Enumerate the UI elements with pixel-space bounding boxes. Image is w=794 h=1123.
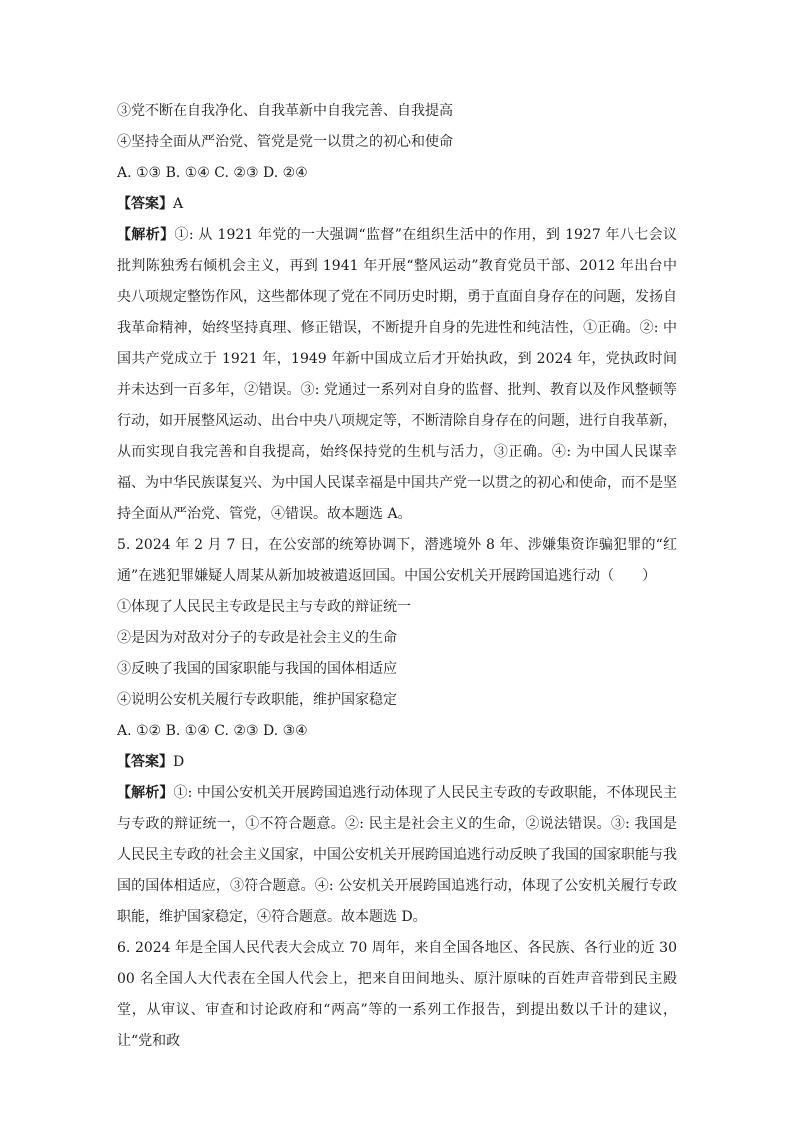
q4-answer [117,189,677,220]
q5-analysis [117,778,677,933]
document-page [117,96,677,1057]
q5-option-2: ②是因为对敌对分子的专政是社会主义的生命 [117,630,397,646]
q4-answer-label: 【答案】 [117,196,173,212]
q6-stem: 6. 2024 年是全国人民代表大会成立 70 周年，来自全国各地区、各民族、各行业的近 3000 名全国人大代表在全国人代会上，把来自田间地头、原汁原味的百姓声音带到民主殿堂，从审议、审查和讨论政府和“两高”等的一系列工作报告，到提出数以千计的建议，让“党和政 [117,940,677,1049]
q4-option-4: ④坚持全面从严治党、管党是党一以贯之的初心和使命 [117,134,453,150]
q5-choices: A. ①② B. ①④ C. ②③ D. ③④ [117,723,308,739]
q5-answer-label: 【答案】 [117,754,173,770]
q4-choices: A. ①③ B. ①④ C. ②③ D. ②④ [117,165,308,181]
q5-answer-value: D [173,754,185,770]
q5-analysis-text: ①: 中国公安机关开展跨国追逃行动体现了人民民主专政的专政职能，不体现民主与专政的辩证统一，①不符合题意。②: 民主是社会主义的生命，②说法错误。③: 我国是人民民主专政的社会主义国家，中国公安机关开展跨国追逃行动反映了我国的国家职能与我国的国体相适应，③符合题意。④: 公安机关开展跨国追逃行动，体现了公安机关履行专政职能，维护国家稳定，④符合题意。故本题选 D。 [117,785,677,925]
q5-option-1: ①体现了人民民主专政是民主与专政的辩证统一 [117,599,411,615]
q5-answer [117,747,677,778]
q4-analysis [117,220,677,530]
q4-analysis-text: ①: 从 1921 年党的一大强调“监督”在组织生活中的作用，到 1927 年八七会议批判陈独秀右倾机会主义，再到 1941 年开展“整风运动”教育党员干部、2012 年出台中央八项规定整饬作风，这些都体现了党在不同历史时期，勇于直面自身存在的问题，发扬自我革命精神，始终坚持真理、修正错误，不断提升自身的先进性和纯洁性，①正确。②: 中国共产党成立于 1921 年，1949 年新中国成立后才开始执政，到 2024 年，党执政时间并未达到一百多年，②错误。③: 党通过一系列对自身的监督、批判、教育以及作风整顿等行动，如开展整风运动、出台中央八项规定等，不断清除自身存在的问题，进行自我革新，从而实现自我完善和自我提高，始终保持党的生机与活力，③正确。④: 为中国人民谋幸福、为中华民族谋复兴、为中国人民谋幸福是中国共产党一以贯之的初心和使命，而不是坚持全面从严治党、管党，④错误。故本题选 A。 [117,227,678,522]
q5-option-3: ③反映了我国的国家职能与我国的国体相适应 [117,661,397,677]
q5-option-4: ④说明公安机关履行专政职能，维护国家稳定 [117,692,397,708]
q4-option-3: ③党不断在自我净化、自我革新中自我完善、自我提高 [117,103,453,119]
q5-stem: 5. 2024 年 2 月 7 日，在公安部的统筹协调下，潜逃境外 8 年、涉嫌集资诈骗犯罪的“红通”在逃犯罪嫌疑人周某从新加坡被遣返回国。中国公安机关开展跨国追逃行动（ ） [117,537,677,584]
q5-analysis-label: 【解析】 [117,785,174,801]
q4-analysis-label: 【解析】 [117,227,175,243]
q4-answer-value: A [173,196,184,212]
